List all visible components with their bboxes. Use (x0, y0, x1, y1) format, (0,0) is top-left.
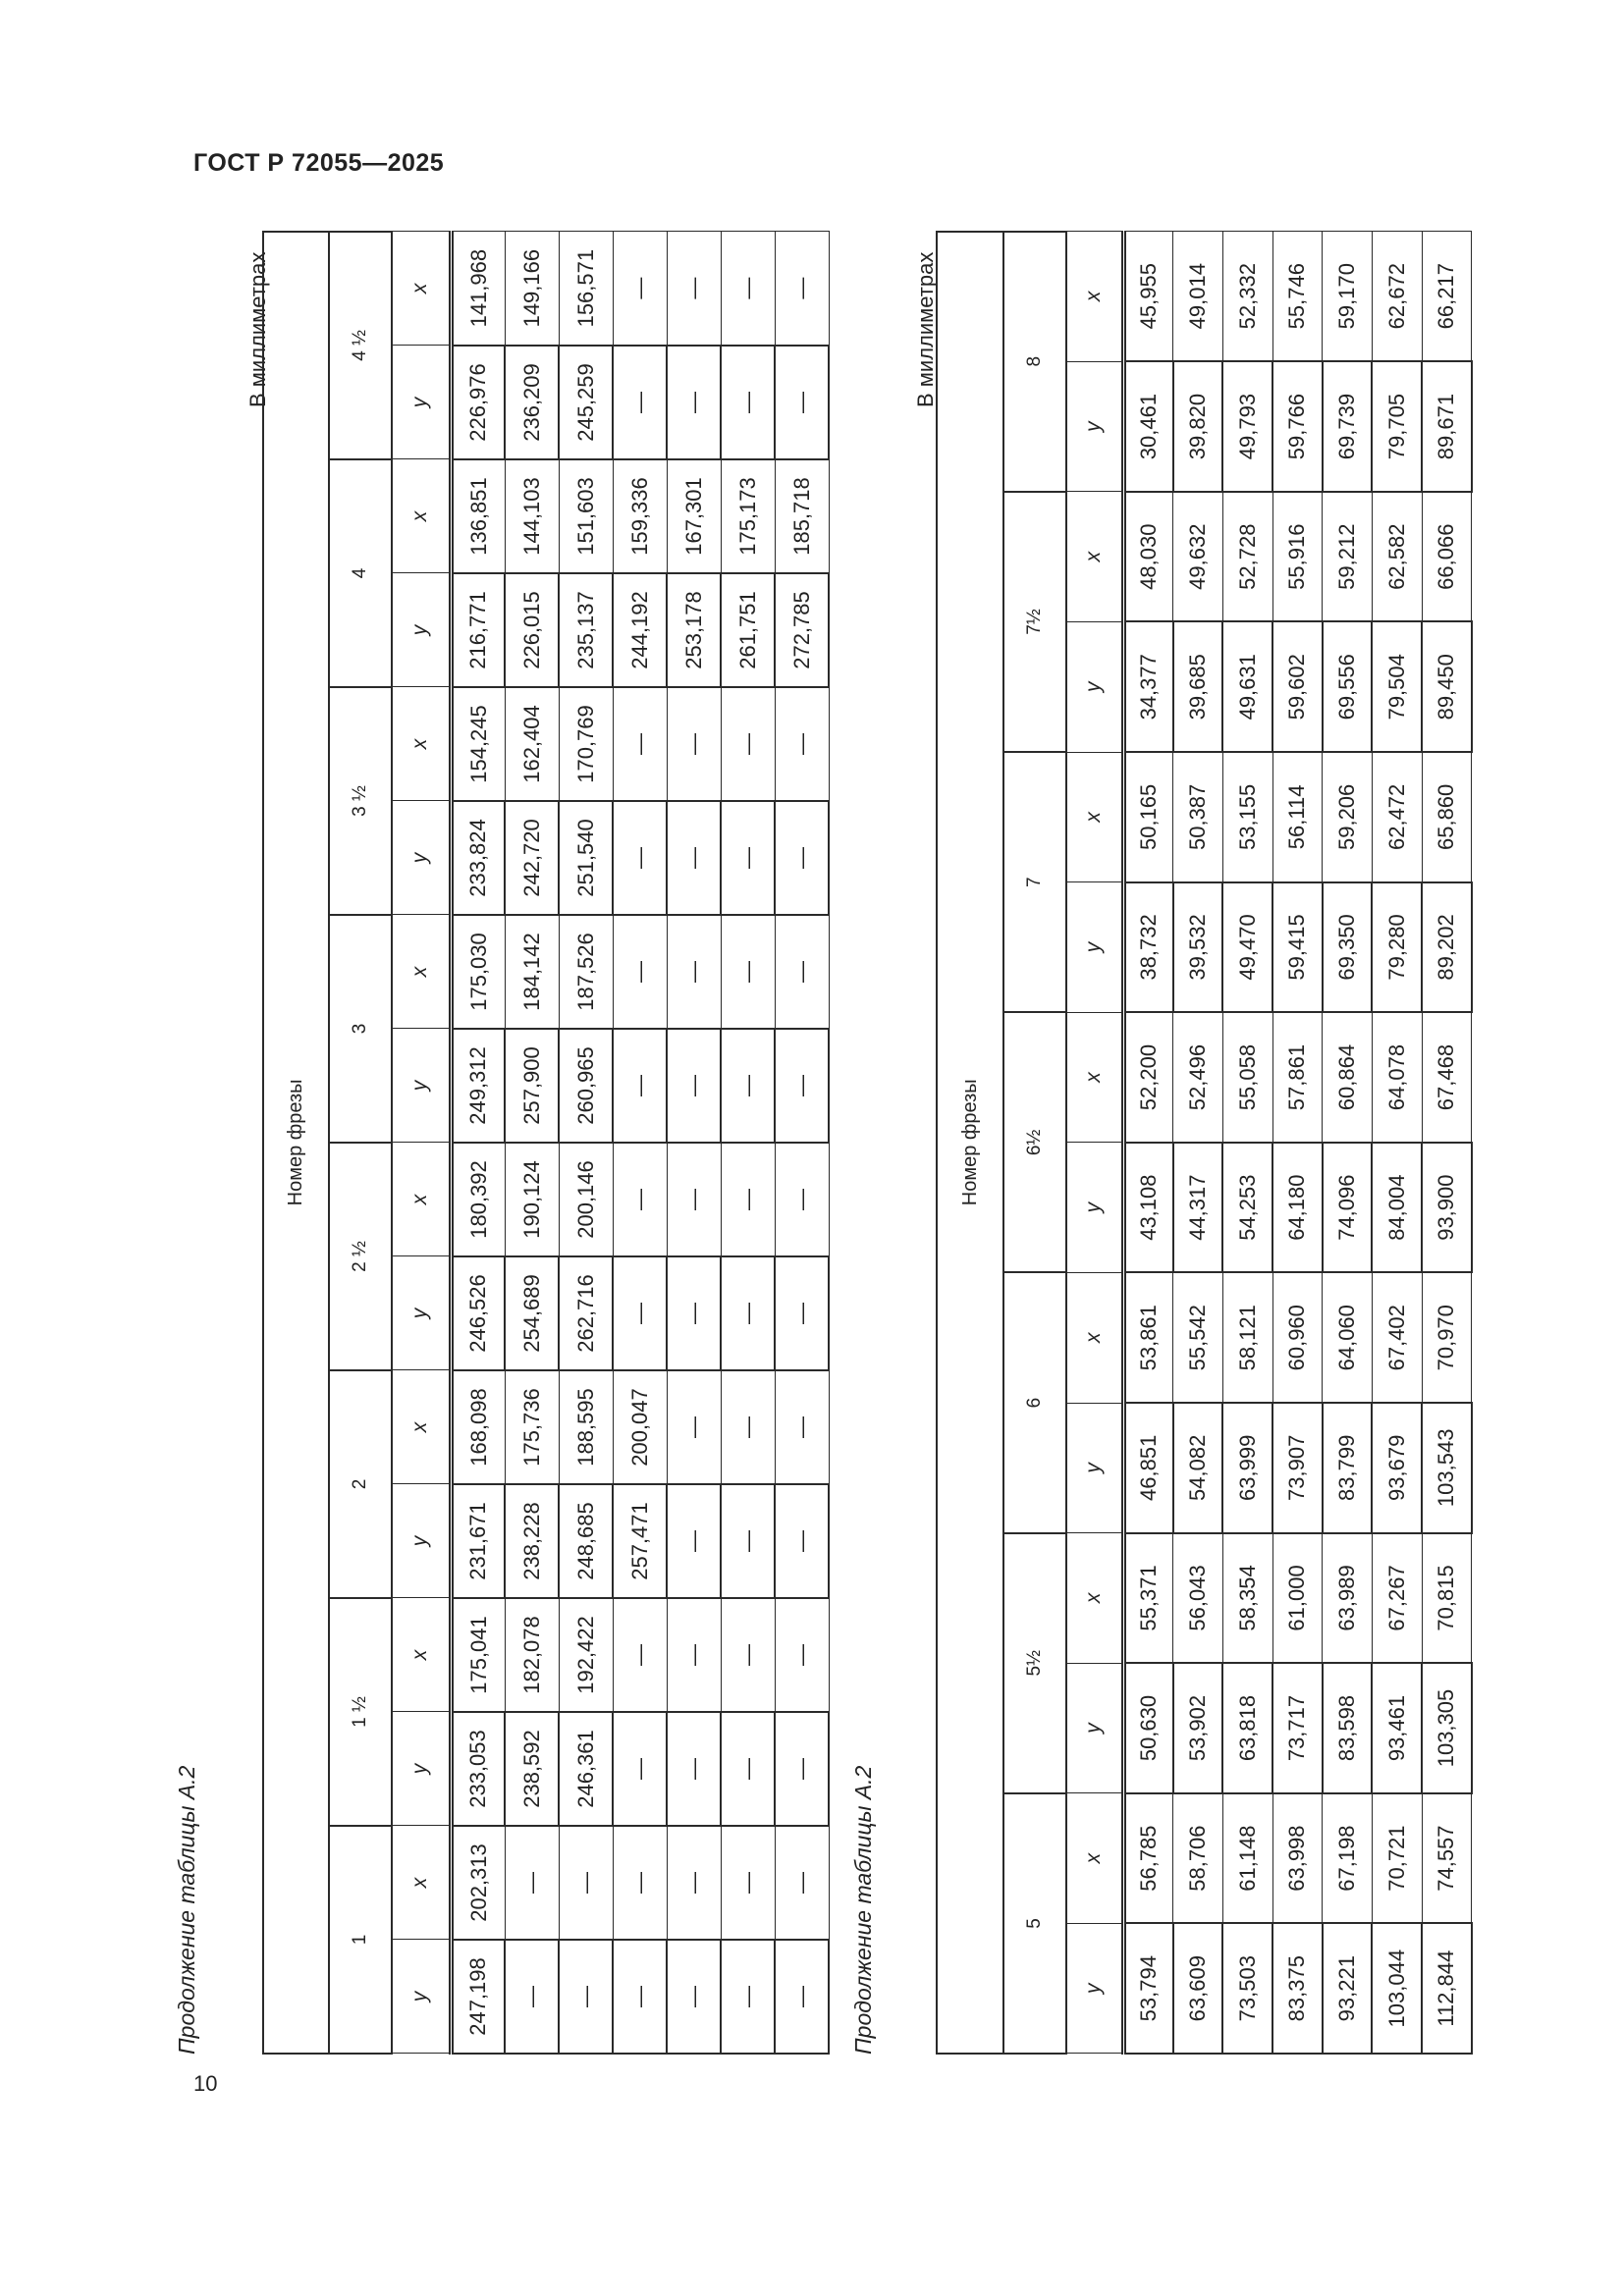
table-cell: 89,450 (1422, 621, 1472, 752)
column-header-y: y (392, 1712, 451, 1826)
table-cell: 247,198 (451, 1940, 505, 2054)
table-cell: 200,146 (559, 1143, 613, 1256)
units-label-1: В миллиметрах (245, 251, 270, 407)
column-header-y: y (1066, 1143, 1123, 1273)
table-cell: 245,259 (559, 346, 613, 459)
table-cell: 262,716 (559, 1256, 613, 1370)
column-header-x: x (392, 915, 451, 1029)
table-cell: 49,631 (1222, 621, 1272, 752)
table-cell: 39,820 (1173, 361, 1223, 492)
table-cell: 59,602 (1272, 621, 1323, 752)
table-cell: 93,461 (1372, 1663, 1422, 1793)
table-cell: — (613, 687, 667, 801)
column-header-x: x (392, 459, 451, 573)
table-cell: — (775, 687, 829, 801)
table-cell: 55,542 (1173, 1272, 1223, 1403)
table-cell: 257,471 (613, 1484, 667, 1598)
table-cell: 43,108 (1123, 1143, 1173, 1273)
table-cell: — (775, 1029, 829, 1143)
column-header-y: y (1066, 882, 1123, 1013)
table-cell: 79,705 (1372, 361, 1422, 492)
column-header-x: x (392, 1598, 451, 1712)
table-cell: 57,861 (1272, 1012, 1323, 1143)
column-header-x: x (392, 1370, 451, 1484)
column-header-y: y (1066, 1923, 1123, 2054)
table-cell: 248,685 (559, 1484, 613, 1598)
table-cell: 233,053 (451, 1712, 505, 1826)
table-cell: 64,078 (1372, 1012, 1422, 1143)
table-cell: 50,165 (1123, 752, 1173, 882)
table-cell: — (613, 1029, 667, 1143)
table-cell: 53,861 (1123, 1272, 1173, 1403)
table-cell: 184,142 (505, 915, 559, 1029)
column-header-x: x (392, 687, 451, 801)
group-label: 4 ½ (329, 232, 392, 459)
table-cell: 156,571 (559, 232, 613, 346)
table-cell: 254,689 (505, 1256, 559, 1370)
table-cell: — (721, 1370, 775, 1484)
table-cell: 180,392 (451, 1143, 505, 1256)
table-cell: — (775, 1940, 829, 2054)
table-cell: 65,860 (1422, 752, 1472, 882)
group-label: 7½ (1003, 492, 1066, 752)
table-cell: 136,851 (451, 459, 505, 573)
table-cell: 93,679 (1372, 1403, 1422, 1533)
table-cell: 272,785 (775, 573, 829, 687)
table-cell: 151,603 (559, 459, 613, 573)
table-cell: 83,375 (1272, 1923, 1323, 2054)
table-cell: — (721, 915, 775, 1029)
table-row (1173, 232, 1223, 2054)
table-cell: — (667, 1598, 721, 1712)
table-cell: 253,178 (667, 573, 721, 687)
table-cell: 48,030 (1123, 492, 1173, 622)
group-header: Номер фрезы (263, 232, 329, 2054)
table-cell: — (667, 687, 721, 801)
table-row (1272, 232, 1323, 2054)
table-cell: — (721, 1826, 775, 1940)
table-row (613, 232, 667, 2054)
table-cell: 56,043 (1173, 1533, 1223, 1664)
group-label: 1 ½ (329, 1598, 392, 1826)
table-cell: 63,609 (1173, 1923, 1223, 2054)
column-header-y: y (392, 1029, 451, 1143)
table-cell: 55,058 (1222, 1012, 1272, 1143)
table-cell: 54,082 (1173, 1403, 1223, 1533)
table-row (1372, 232, 1422, 2054)
table-cell: 231,671 (451, 1484, 505, 1598)
table-cell: — (613, 1940, 667, 2054)
table-cell: 69,556 (1323, 621, 1373, 752)
table-cell: 242,720 (505, 801, 559, 915)
table-cell: 190,124 (505, 1143, 559, 1256)
table-cell: 39,532 (1173, 882, 1223, 1013)
table-cell: 52,200 (1123, 1012, 1173, 1143)
table-cell: 54,253 (1222, 1143, 1272, 1273)
document-title: ГОСТ Р 72055—2025 (193, 149, 445, 177)
table-cell: 83,598 (1323, 1663, 1373, 1793)
table-cell: — (505, 1826, 559, 1940)
group-label: 3 (329, 915, 392, 1143)
table-cell: 261,751 (721, 573, 775, 687)
table-cell: 58,121 (1222, 1272, 1272, 1403)
table-cell: 235,137 (559, 573, 613, 687)
table-cell: 167,301 (667, 459, 721, 573)
units-label-2: В миллиметрах (913, 251, 938, 407)
column-header-y: y (392, 346, 451, 459)
column-header-x: x (1066, 232, 1123, 362)
table-cell: 50,387 (1173, 752, 1223, 882)
table-cell: 63,818 (1222, 1663, 1272, 1793)
table-cell: — (667, 1143, 721, 1256)
column-header-x: x (1066, 1012, 1123, 1143)
table-cell: — (613, 346, 667, 459)
table-cell: 34,377 (1123, 621, 1173, 752)
table-row (1222, 232, 1272, 2054)
table-cell: — (613, 1826, 667, 1940)
table-cell: — (559, 1940, 613, 2054)
table-cell: 49,793 (1222, 361, 1272, 492)
table-row (505, 232, 559, 2054)
table-cell: 149,166 (505, 232, 559, 346)
table-cell: — (613, 1598, 667, 1712)
table-cell: 59,206 (1323, 752, 1373, 882)
table-cell: — (667, 1029, 721, 1143)
table-cell: — (667, 915, 721, 1029)
table-cell: 62,672 (1372, 232, 1422, 362)
table-cell: 159,336 (613, 459, 667, 573)
table-cell: 185,718 (775, 459, 829, 573)
table-row (1422, 232, 1472, 2054)
table-cell: 249,312 (451, 1029, 505, 1143)
page-number: 10 (193, 2071, 218, 2096)
table-cell: 55,371 (1123, 1533, 1173, 1664)
table-cell: 103,305 (1422, 1663, 1472, 1793)
table-cell: 69,739 (1323, 361, 1373, 492)
table-cell: — (775, 1256, 829, 1370)
table-cell: 192,422 (559, 1598, 613, 1712)
table-cell: 62,472 (1372, 752, 1422, 882)
table-cell: — (613, 915, 667, 1029)
table-2-container (936, 231, 1473, 2055)
column-header-y: y (392, 1484, 451, 1598)
table-cell: — (613, 801, 667, 915)
table-cell: 73,907 (1272, 1403, 1323, 1533)
coordinates-table-1 (262, 231, 830, 2055)
table-cell: 70,815 (1422, 1533, 1472, 1664)
table-row (451, 232, 505, 2054)
table-cell: 154,245 (451, 687, 505, 801)
table-row (559, 232, 613, 2054)
table-cell: 63,998 (1272, 1793, 1323, 1924)
column-header-x: x (392, 1143, 451, 1256)
table-cell: 30,461 (1123, 361, 1173, 492)
table-cell: — (775, 915, 829, 1029)
table-cell: 226,976 (451, 346, 505, 459)
table-cell: 162,404 (505, 687, 559, 801)
table-cell: — (775, 1826, 829, 1940)
table-cell: 226,015 (505, 573, 559, 687)
table-cell: 246,361 (559, 1712, 613, 1826)
table-cell: 63,989 (1323, 1533, 1373, 1664)
column-header-x: x (392, 1826, 451, 1940)
table-cell: — (721, 1940, 775, 2054)
table-cell: 60,960 (1272, 1272, 1323, 1403)
table-cell: — (667, 232, 721, 346)
table-cell: 52,496 (1173, 1012, 1223, 1143)
table-cell: 89,671 (1422, 361, 1472, 492)
group-label: 4 (329, 459, 392, 687)
table-cell: 53,794 (1123, 1923, 1173, 2054)
table-cell: — (559, 1826, 613, 1940)
table-cell: — (721, 1712, 775, 1826)
table-cell: 59,212 (1323, 492, 1373, 622)
table-row (667, 232, 721, 2054)
table-cell: 45,955 (1123, 232, 1173, 362)
table-cell: 66,217 (1422, 232, 1472, 362)
table-cell: — (721, 1143, 775, 1256)
table-cell: — (721, 1484, 775, 1598)
table-cell: — (667, 1712, 721, 1826)
table-cell: 175,736 (505, 1370, 559, 1484)
table-cell: 55,916 (1272, 492, 1323, 622)
table-cell: 233,824 (451, 801, 505, 915)
table-cell: 144,103 (505, 459, 559, 573)
table-cell: 67,468 (1422, 1012, 1472, 1143)
table-cell: 67,198 (1323, 1793, 1373, 1924)
table-cell: 84,004 (1372, 1143, 1422, 1273)
group-header: Номер фрезы (937, 232, 1003, 2054)
table-cell: 70,721 (1372, 1793, 1422, 1924)
table-cell: 216,771 (451, 573, 505, 687)
table-cell: 200,047 (613, 1370, 667, 1484)
coordinates-table-2 (936, 231, 1473, 2055)
table-cell: 66,066 (1422, 492, 1472, 622)
table-cell: 38,732 (1123, 882, 1173, 1013)
table-caption-1: Продолжение таблицы А.2 (174, 1765, 199, 2055)
table-cell: 175,030 (451, 915, 505, 1029)
table-cell: 58,706 (1173, 1793, 1223, 1924)
column-header-y: y (1066, 361, 1123, 492)
table-cell: 58,354 (1222, 1533, 1272, 1664)
table-cell: 103,044 (1372, 1923, 1422, 2054)
table-cell: 53,902 (1173, 1663, 1223, 1793)
table-cell: — (775, 1370, 829, 1484)
table-cell: — (721, 1598, 775, 1712)
group-label: 2 ½ (329, 1143, 392, 1370)
group-label: 8 (1003, 232, 1066, 492)
table-cell: 93,900 (1422, 1143, 1472, 1273)
table-cell: 49,014 (1173, 232, 1223, 362)
table-cell: 55,746 (1272, 232, 1323, 362)
group-label: 5 (1003, 1793, 1066, 2054)
table-cell: 187,526 (559, 915, 613, 1029)
group-label: 6 (1003, 1272, 1066, 1532)
table-cell: 202,313 (451, 1826, 505, 1940)
column-header-x: x (1066, 752, 1123, 882)
table-cell: 52,728 (1222, 492, 1272, 622)
table-cell: 46,851 (1123, 1403, 1173, 1533)
column-header-x: x (1066, 1272, 1123, 1403)
table-cell: — (775, 346, 829, 459)
table-cell: 73,717 (1272, 1663, 1323, 1793)
group-label: 2 (329, 1370, 392, 1598)
column-header-y: y (1066, 1663, 1123, 1793)
table-cell: — (667, 1484, 721, 1598)
table-cell: 168,098 (451, 1370, 505, 1484)
column-header-y: y (392, 801, 451, 915)
column-header-x: x (392, 232, 451, 346)
table-row (721, 232, 775, 2054)
column-header-y: y (392, 1940, 451, 2054)
group-label: 7 (1003, 752, 1066, 1012)
table-cell: — (721, 687, 775, 801)
table-cell: 170,769 (559, 687, 613, 801)
table-cell: 238,228 (505, 1484, 559, 1598)
table-cell: 59,415 (1272, 882, 1323, 1013)
table-cell: 74,096 (1323, 1143, 1373, 1273)
table-cell: 69,350 (1323, 882, 1373, 1013)
table-cell: — (775, 801, 829, 915)
table-cell: 44,317 (1173, 1143, 1223, 1273)
table-cell: 103,543 (1422, 1403, 1472, 1533)
table-row (1323, 232, 1373, 2054)
table-cell: 67,267 (1372, 1533, 1422, 1664)
table-cell: — (775, 232, 829, 346)
table-cell: 182,078 (505, 1598, 559, 1712)
table-cell: 93,221 (1323, 1923, 1373, 2054)
table-cell: — (721, 232, 775, 346)
table-cell: 244,192 (613, 573, 667, 687)
table-cell: — (667, 346, 721, 459)
table-cell: 62,582 (1372, 492, 1422, 622)
table-cell: 64,180 (1272, 1143, 1323, 1273)
table-cell: 64,060 (1323, 1272, 1373, 1403)
table-cell: — (775, 1143, 829, 1256)
column-header-y: y (392, 1256, 451, 1370)
table-cell: 70,970 (1422, 1272, 1472, 1403)
table-cell: 61,148 (1222, 1793, 1272, 1924)
table-cell: 67,402 (1372, 1272, 1422, 1403)
column-header-y: y (392, 573, 451, 687)
group-label: 1 (329, 1826, 392, 2054)
table-cell: — (775, 1598, 829, 1712)
table-cell: 74,557 (1422, 1793, 1472, 1924)
table-cell: — (667, 1940, 721, 2054)
table-cell: 50,630 (1123, 1663, 1173, 1793)
table-cell: 260,965 (559, 1029, 613, 1143)
table-cell: 59,170 (1323, 232, 1373, 362)
table-cell: — (721, 1256, 775, 1370)
table-cell: — (613, 232, 667, 346)
table-cell: 60,864 (1323, 1012, 1373, 1143)
table-cell: 175,041 (451, 1598, 505, 1712)
table-cell: — (667, 801, 721, 915)
table-cell: 257,900 (505, 1029, 559, 1143)
table-row (1123, 232, 1173, 2054)
table-cell: 49,470 (1222, 882, 1272, 1013)
group-label: 6½ (1003, 1012, 1066, 1272)
table-caption-2: Продолжение таблицы А.2 (850, 1765, 876, 2055)
table-cell: 246,526 (451, 1256, 505, 1370)
table-cell: 79,504 (1372, 621, 1422, 752)
table-cell: — (613, 1256, 667, 1370)
table-cell: — (775, 1484, 829, 1598)
table-cell: 83,799 (1323, 1403, 1373, 1533)
table-cell: 59,766 (1272, 361, 1323, 492)
table-cell: 251,540 (559, 801, 613, 915)
table-cell: — (667, 1826, 721, 1940)
table-cell: — (505, 1940, 559, 2054)
table-cell: 49,632 (1173, 492, 1223, 622)
column-header-y: y (1066, 621, 1123, 752)
table-cell: — (667, 1256, 721, 1370)
table-cell: 141,968 (451, 232, 505, 346)
table-cell: 61,000 (1272, 1533, 1323, 1664)
table-cell: — (667, 1370, 721, 1484)
table-cell: 89,202 (1422, 882, 1472, 1013)
table-1-container (262, 231, 830, 2055)
table-cell: — (613, 1143, 667, 1256)
table-cell: — (721, 801, 775, 915)
table-cell: 188,595 (559, 1370, 613, 1484)
table-cell: 56,785 (1123, 1793, 1173, 1924)
group-label: 5½ (1003, 1533, 1066, 1793)
table-cell: — (775, 1712, 829, 1826)
column-header-x: x (1066, 1533, 1123, 1664)
table-cell: 73,503 (1222, 1923, 1272, 2054)
column-header-x: x (1066, 1793, 1123, 1924)
table-cell: — (613, 1712, 667, 1826)
table-cell: 39,685 (1173, 621, 1223, 752)
table-cell: 52,332 (1222, 232, 1272, 362)
table-cell: 53,155 (1222, 752, 1272, 882)
table-cell: 236,209 (505, 346, 559, 459)
column-header-x: x (1066, 492, 1123, 622)
table-cell: 238,592 (505, 1712, 559, 1826)
table-cell: 112,844 (1422, 1923, 1472, 2054)
column-header-y: y (1066, 1403, 1123, 1533)
table-row (775, 232, 829, 2054)
table-cell: 175,173 (721, 459, 775, 573)
group-label: 3 ½ (329, 687, 392, 915)
table-cell: 56,114 (1272, 752, 1323, 882)
table-cell: 63,999 (1222, 1403, 1272, 1533)
table-cell: — (721, 1029, 775, 1143)
table-cell: 79,280 (1372, 882, 1422, 1013)
table-cell: — (721, 346, 775, 459)
